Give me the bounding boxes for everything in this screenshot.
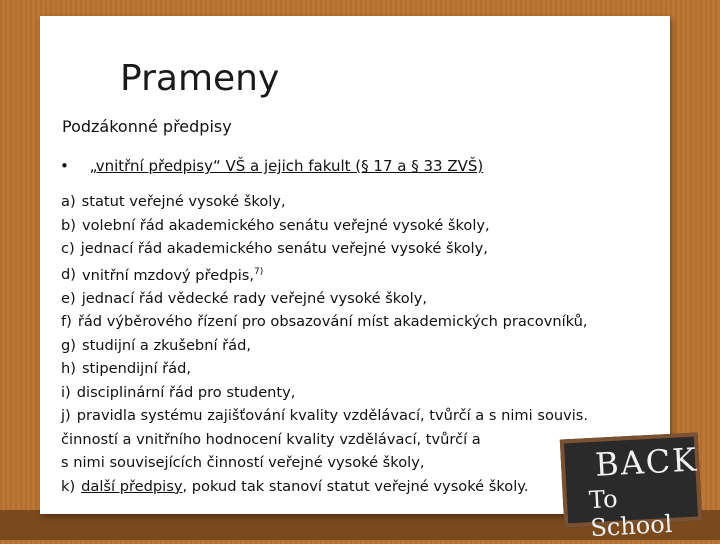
list-item-text: řád výběrového řízení pro obsazování míst akademických pracovníků,: [77, 313, 588, 331]
list-item-link-text: další předpisy: [81, 477, 183, 495]
list-item-label: j): [61, 407, 71, 425]
list-item: [61, 261, 681, 287]
list-item-label: g): [61, 336, 76, 354]
list-item-label: c): [61, 240, 75, 257]
list-item: [61, 404, 681, 428]
list-item: [61, 381, 681, 405]
list-item-continuation: činností a vnitřního hodnocení kvality vzdělávací, tvůrčí a: [61, 430, 481, 448]
list-item-text: pravidla systému zajišťování kvality vzdělávací, tvůrčí a s nimi souvis.: [76, 407, 589, 425]
list-item-text: studijní a zkušební řád,: [81, 336, 251, 354]
list-item-text: vnitřní mzdový předpis,: [81, 266, 255, 284]
list-item-label: a): [61, 193, 76, 210]
list-item-text: stipendijní řád,: [81, 360, 191, 378]
list-item-text: jednací řád akademického senátu veřejné vysoké školy,: [80, 240, 488, 257]
slide-subtitle: Podzákonné předpisy: [62, 117, 232, 136]
list-item-label: d): [61, 266, 76, 284]
list-item-text: volební řád akademického senátu veřejné vysoké školy,: [81, 216, 490, 234]
list-item: [61, 237, 681, 261]
list-item-label: e): [61, 289, 76, 307]
footnote-marker: 7): [254, 266, 264, 277]
list-item-label: h): [61, 360, 76, 378]
bullet-text: „vnitřní předpisy“ VŠ a jejich fakult (§ 17 a § 33 ZVŠ): [89, 157, 484, 175]
list-item: [61, 310, 681, 334]
sign-line-to-school: To School: [588, 484, 674, 543]
list-item-continuation: s nimi souvisejících činností veřejné vysoké školy,: [61, 454, 425, 472]
list-item-label: k): [61, 477, 76, 495]
list-item: [61, 334, 681, 358]
list-item-text: , pokud tak stanoví statut veřejné vysoké školy.: [182, 477, 529, 495]
list-item-text: jednací řád vědecké rady veřejné vysoké školy,: [81, 289, 427, 307]
list-item-label: b): [61, 216, 76, 234]
sign-line-back: BACK: [594, 440, 700, 484]
list-item-text: disciplinární řád pro studenty,: [76, 383, 296, 401]
list-item-label: f): [61, 313, 72, 331]
back-to-school-sign: [560, 432, 702, 543]
list-item: [61, 287, 681, 311]
list-item: [61, 357, 681, 381]
slide-title: Prameny: [120, 58, 280, 99]
list-item-text: statut veřejné vysoké školy,: [81, 193, 286, 210]
list-item-label: i): [61, 383, 71, 401]
bullet-icon: •: [60, 157, 69, 175]
bullet-item: [60, 157, 483, 175]
list-item: [61, 190, 681, 214]
list-item: [61, 214, 681, 238]
